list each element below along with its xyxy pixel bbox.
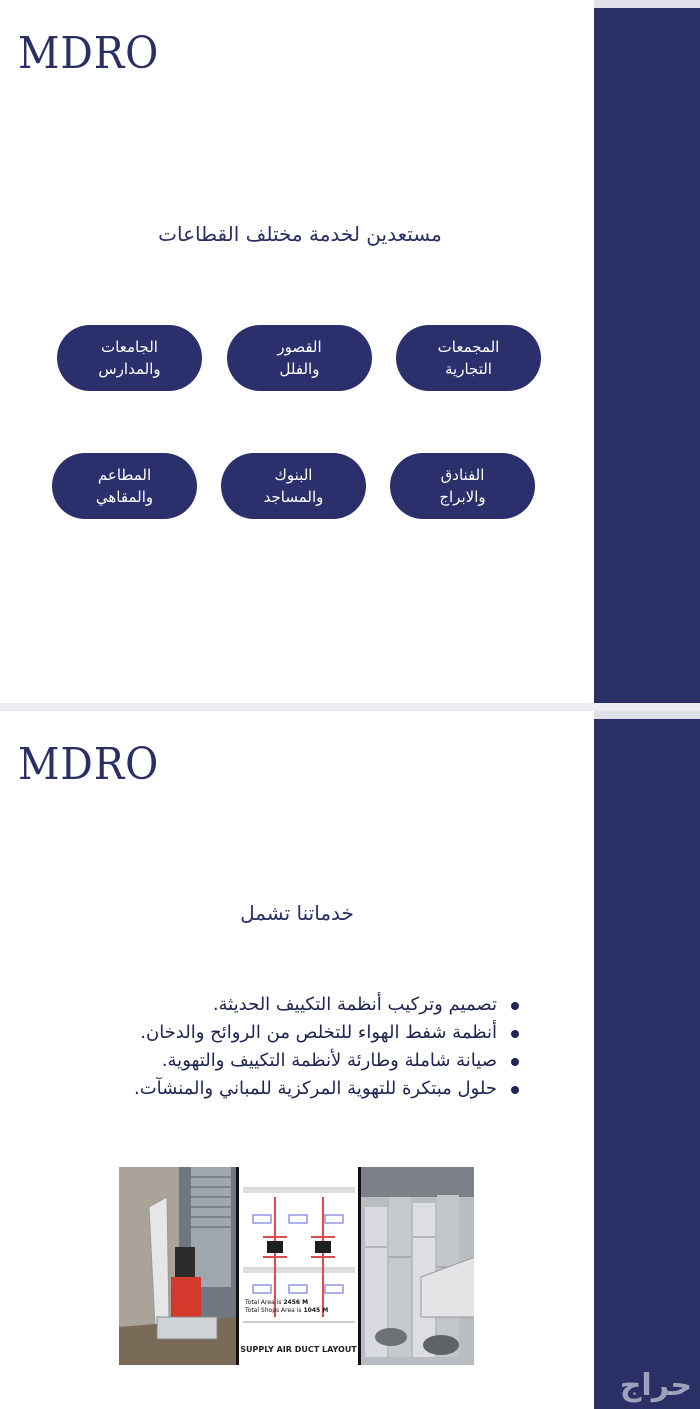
sector-pill-hotels: [390, 453, 535, 519]
sector-pill-malls: [396, 325, 541, 391]
side-band-stripe: [594, 711, 700, 719]
bullet-icon: [511, 1058, 519, 1066]
sector-line: المجمعات: [437, 338, 500, 356]
list-item: [55, 1047, 525, 1075]
side-band-stripe: [594, 0, 700, 8]
diagram-val1: 2456 M: [283, 1299, 309, 1306]
diagram-val2: 1045 M: [303, 1307, 329, 1314]
duct-layout-diagram: [236, 1167, 361, 1365]
sector-line: الفنادق: [440, 466, 485, 484]
logo: MDRO: [18, 739, 160, 790]
list-item: [55, 991, 525, 1019]
service-text: حلول مبتكرة للتهوية المركزية للمباني والمنشآت.: [134, 1078, 497, 1099]
list-item: [55, 1019, 525, 1047]
slide-divider: [0, 703, 700, 711]
slide-sectors: [0, 0, 700, 703]
sector-pill-palaces: [227, 325, 372, 391]
sector-line: والابراج: [439, 488, 486, 506]
installation-photo: [119, 1167, 236, 1365]
sector-pill-restaurants: [52, 453, 197, 519]
duct-layout-illustration: [239, 1167, 359, 1365]
photo-strip: [119, 1167, 474, 1365]
slide-title: خدماتنا تشمل: [240, 901, 354, 925]
sector-line: الجامعات: [101, 338, 158, 356]
side-band: [594, 711, 700, 1409]
logo: MDRO: [18, 28, 160, 79]
sector-line: المطاعم: [97, 466, 152, 484]
service-text: أنظمة شفط الهواء للتخلص من الروائح والدخان.: [140, 1022, 497, 1043]
sector-line: والمساجد: [263, 488, 324, 506]
bullet-icon: [511, 1086, 519, 1094]
sector-pill-universities: [57, 325, 202, 391]
sector-line: والفلل: [279, 360, 320, 378]
slide-title: مستعدين لخدمة مختلف القطاعات: [158, 222, 442, 246]
diagram-caption: SUPPLY AIR DUCT LAYOUT: [240, 1345, 357, 1354]
sector-line: البنوك: [274, 466, 313, 484]
sector-line: القصور: [277, 338, 322, 356]
service-text: صيانة شاملة وطارئة لأنظمة التكييف والتهوية.: [161, 1050, 497, 1071]
service-text: تصميم وتركيب أنظمة التكييف الحديثة.: [212, 994, 497, 1015]
sector-line: التجارية: [445, 360, 492, 378]
sector-line: والمقاهي: [95, 488, 154, 506]
diagram-stats: [245, 1299, 328, 1315]
list-item: [55, 1075, 525, 1103]
bullet-icon: [511, 1002, 519, 1010]
diagram-line2: Total Shops Area is: [245, 1307, 302, 1314]
diagram-line1: Total Area is: [245, 1299, 282, 1306]
ducts-photo: [361, 1167, 474, 1365]
installation-illustration: [119, 1167, 236, 1365]
ducts-illustration: [361, 1167, 474, 1365]
watermark-logo: حراج: [619, 1368, 692, 1403]
sector-pill-banks: [221, 453, 366, 519]
slide-services: [0, 711, 700, 1409]
sector-line: والمدارس: [98, 360, 161, 378]
services-list: [55, 991, 525, 1103]
bullet-icon: [511, 1030, 519, 1038]
side-band: [594, 0, 700, 703]
